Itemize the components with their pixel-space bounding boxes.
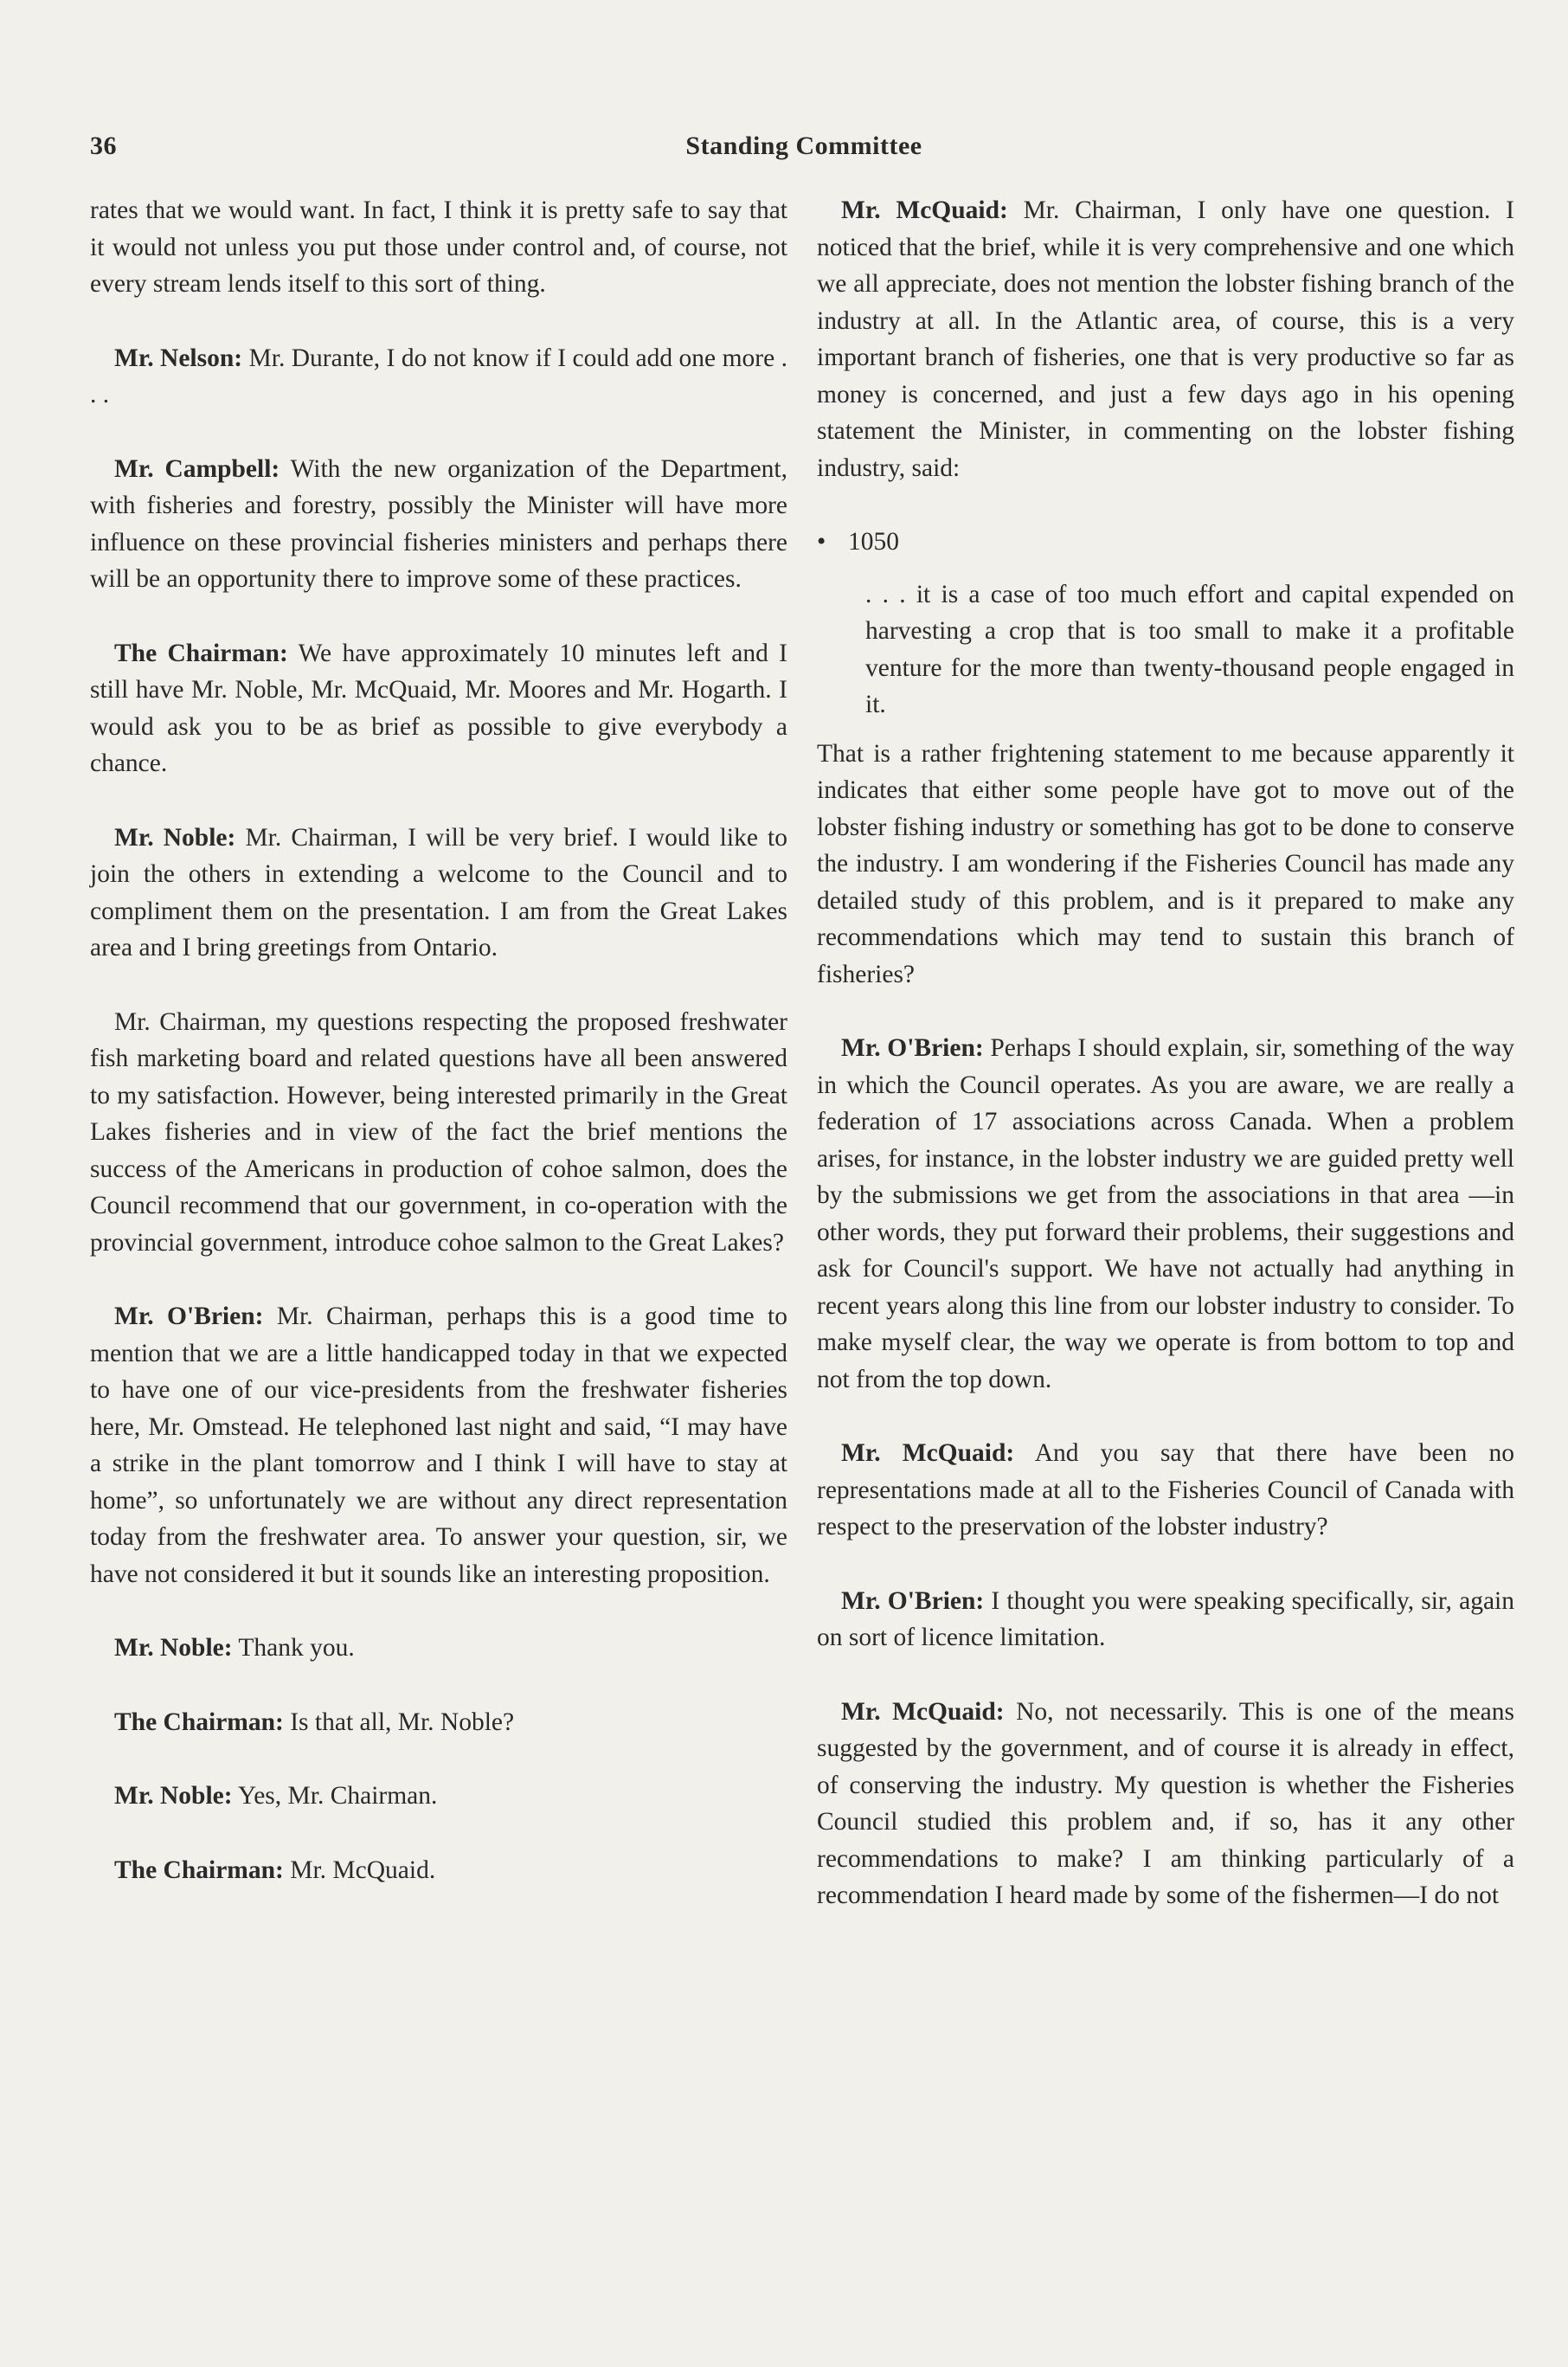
speaker-name: Mr. O'Brien:	[114, 1302, 264, 1330]
paragraph: That is a rather frightening statement to me because apparently it indicates that either some people have got to move out of the lobster fishing industry or something has got to be done to conserve the industry. I am wondering if the Fisheries Council has made any detailed study of this problem, and is it prepared to make any recommendations which may tend to sustain this branch of fisheries?	[817, 739, 1514, 988]
paragraph: Mr. McQuaid: No, not necessarily. This is one of the means suggested by the government, and of course it is already in effect, of conserving the industry. My question is whether the Fisheries Council studied this problem and, if so, has it any other recommendations to make? I am thinking particularly of a recommendation I heard made by some of the fishermen—I do not	[817, 1697, 1515, 1909]
paragraph: Mr. Chairman, my questions respecting the proposed freshwater fish marketing board and related questions have all been answered to my satisfaction. However, being interested primarily in the Great Lakes fisheries and in view of the fact the brief mentions the success of the Americans in production of cohoe salmon, does the Council recommend that our government, in co-operation with the provincial government, introduce cohoe salmon to the Great Lakes?	[90, 1007, 787, 1257]
speaker-name: Mr. Noble:	[114, 1782, 233, 1810]
paragraph: Mr. O'Brien: I thought you were speaking specifically, sir, again on sort of licence limitation.	[817, 1586, 1514, 1651]
paragraph: Mr. McQuaid: And you say that there have been no representations made at all to the Fisheries Council of Canada with respect to the preservation of the lobster industry?	[817, 1439, 1514, 1540]
running-title: Standing Committee	[685, 132, 922, 160]
paragraph: Mr. O'Brien: Perhaps I should explain, sir, something of the way in which the Council operates. As you are aware, we are really a federation of 17 associations across Canada. When a problem arises, for instance, in the lobster industry we are guided pretty well by the submissions we get from the associations in that area —in other words, they put forward their problems, their suggestions and ask for Council's support. We have not actually had anything in recent years along this line from our lobster industry to consider. To make myself clear, the way we operate is from bottom to top and not from the top down.	[817, 1034, 1514, 1393]
bullet-icon: •	[817, 528, 826, 556]
time-marker	[817, 524, 1514, 561]
paragraph: Mr. Noble: Yes, Mr. Chairman.	[114, 1782, 438, 1810]
page-header	[90, 132, 1518, 175]
page-number: 36	[90, 132, 117, 160]
paragraph: Mr. Noble: Mr. Chairman, I will be very brief. I would like to join the others in extending a welcome to the Council and to compliment them on the presentation. I am from the Great Lakes area and I bring greetings from Ontario.	[90, 823, 787, 962]
speaker-name: Mr. Campbell:	[114, 454, 280, 483]
speaker-name: Mr. O'Brien:	[841, 1586, 985, 1615]
paragraph: Mr. Noble: Thank you.	[114, 1634, 355, 1662]
paragraph: The Chairman: We have approximately 10 minutes left and I still have Mr. Noble, Mr. McQuaid, Mr. Moores and Mr. Hogarth. I would ask you to be as brief as possible to give everybody a chance.	[90, 639, 787, 777]
paragraph: Mr. Campbell: With the new organization of the Department, with fisheries and forestry, possibly the Minister will have more influence on these provincial fisheries ministers and perhaps there will be an opportunity there to improve some of these practices.	[90, 454, 787, 593]
block-quote: . . . it is a case of too much effort and capital expended on harvesting a crop that is too small to make it a profitable venture for the more than twenty-thousand people engaged in it.	[865, 580, 1514, 718]
right-column	[817, 192, 1514, 1952]
speaker-name: Mr. McQuaid:	[841, 1439, 1015, 1467]
time-marker-number: 1050	[848, 528, 899, 556]
speaker-name: The Chairman:	[114, 639, 288, 667]
speaker-name: Mr. O'Brien:	[841, 1034, 984, 1062]
left-column	[90, 192, 787, 1926]
paragraph: The Chairman: Is that all, Mr. Noble?	[114, 1708, 515, 1736]
paragraph: Mr. Nelson: Mr. Durante, I do not know if I could add one more . . .	[90, 344, 787, 408]
paragraph: The Chairman: Mr. McQuaid.	[114, 1856, 436, 1884]
speaker-name: Mr. McQuaid:	[841, 1697, 1005, 1726]
paragraph: Mr. McQuaid: Mr. Chairman, I only have one question. I noticed that the brief, while it is very comprehensive and one which we all appreciate, does not mention the lobster fishing branch of the industry at all. In the Atlantic area, of course, this is a very important branch of fisheries, one that is very productive so far as money is concerned, and just a few days ago in his opening statement the Minister, in commenting on the lobster fishing industry, said:	[817, 196, 1514, 482]
paragraph: rates that we would want. In fact, I think it is pretty safe to say that it would not unless you put those under control and, of course, not every stream lends itself to this sort of thing.	[90, 196, 787, 298]
speaker-name: The Chairman:	[114, 1856, 284, 1884]
speaker-name: Mr. Noble:	[114, 1634, 233, 1662]
speaker-name: Mr. McQuaid:	[841, 196, 1008, 224]
speaker-name: The Chairman:	[114, 1708, 284, 1736]
paragraph: Mr. O'Brien: Mr. Chairman, perhaps this is a good time to mention that we are a little handicapped today in that we expected to have one of our vice-presidents from the freshwater fisheries here, Mr. Omstead. He telephoned last night and said, “I may have a strike in the plant tomorrow and I think I will have to stay at home”, so unfortunately we are without any direct representation today from the freshwater area. To answer your question, sir, we have not considered it but it sounds like an interesting proposition.	[90, 1302, 787, 1588]
speaker-name: Mr. Nelson:	[114, 344, 243, 372]
speaker-name: Mr. Noble:	[114, 823, 236, 852]
